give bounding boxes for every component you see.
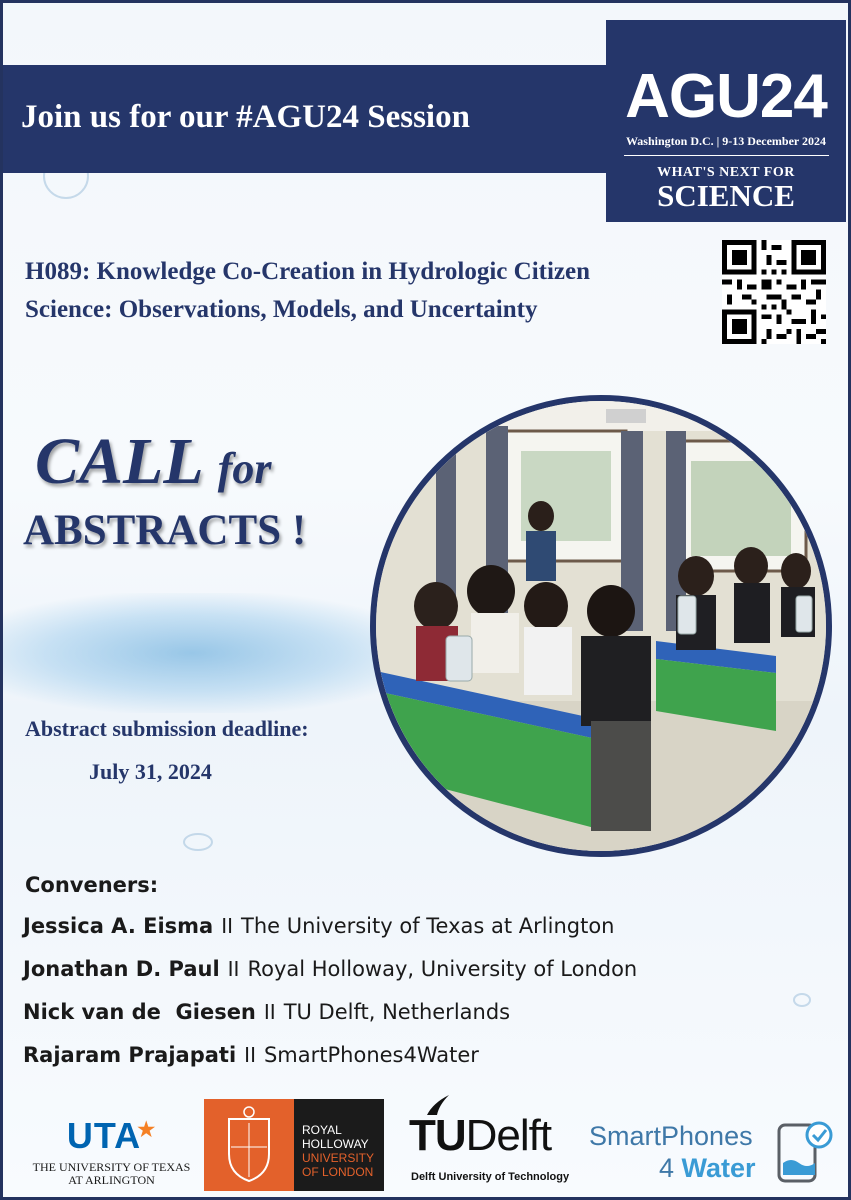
smartphones4water-logo [589,1117,839,1187]
water-bubble [183,833,213,851]
classroom-photo [370,395,832,857]
classroom-photo-illustration [376,401,826,851]
royal-holloway-crest-icon [204,1099,294,1191]
agu24-tagline: WHAT'S NEXT FOR [657,165,795,180]
sp4w-water: Water [681,1153,756,1183]
session-title-line2: Science: Observations, Models, and Uncertainty [25,296,538,323]
session-title-line1: H089: Knowledge Co-Creation in Hydrologic Citizen [25,258,591,285]
rh-line4: OF LONDON [302,1165,374,1179]
session-banner [3,65,609,173]
agu24-dates: Washington D.C. | 9-13 December 2024 [625,134,827,148]
call-word: CALL [35,425,202,498]
water-bubble [793,993,811,1007]
convener-affiliation: SmartPhones4Water [263,1043,479,1067]
convener-affiliation: Royal Holloway, University of London [247,957,638,981]
call-for-abstracts [23,425,307,556]
banner-text: Join us for our #AGU24 Session [21,99,470,135]
conveners-heading: Conveners: [25,873,159,897]
convener-affiliation: TU Delft, Netherlands [283,1000,511,1024]
tudelft-tu: TU [409,1111,466,1160]
convener-row [23,999,510,1025]
uta-logo-line2: AT ARLINGTON [68,1173,155,1187]
convener-name: Nick van de Giesen [23,1000,256,1024]
convener-name: Jonathan D. Paul [23,957,220,981]
water-splash [3,593,423,713]
rh-line1: ROYAL [302,1123,342,1137]
convener-row [23,913,614,939]
qr-code-icon [722,240,826,344]
royal-holloway-logo [204,1099,384,1191]
tudelft-delft: Delft [465,1111,552,1160]
uta-logo [29,1115,194,1187]
convener-name: Jessica A. Eisma [23,914,214,938]
call-abstracts-word: ABSTRACTS ! [23,507,307,554]
convener-separator: II [244,1043,256,1067]
convener-row [23,1042,479,1068]
uta-logo-mark: UTA [66,1115,142,1156]
sp4w-line1: SmartPhones [589,1121,753,1151]
agu24-divider [624,155,829,156]
agu24-tagline-science: SCIENCE [657,178,795,213]
convener-separator: II [221,914,234,938]
call-for-word: for [217,444,272,493]
convener-affiliation: The University of Texas at Arlington [241,914,615,938]
sp4w-four: 4 [659,1153,682,1183]
rh-line3: UNIVERSITY [302,1151,375,1165]
deadline-date: July 31, 2024 [89,759,212,784]
phone-check-icon [775,1119,835,1183]
rh-line2: HOLLOWAY [302,1137,369,1151]
convener-separator: II [227,957,240,981]
qr-code[interactable] [722,240,826,344]
deadline-label: Abstract submission deadline: [25,716,309,741]
convener-name: Rajaram Prajapati [23,1043,237,1067]
uta-logo-line1: THE UNIVERSITY OF TEXAS [32,1160,191,1174]
convener-separator: II [263,1000,276,1024]
tudelft-logo [409,1093,589,1193]
tudelft-subtitle: Delft University of Technology [411,1171,570,1183]
agu24-logo-box [606,20,846,222]
agu24-logo: AGU24 [625,62,827,131]
convener-row [23,956,637,982]
uta-star-icon: ★ [137,1119,157,1141]
session-title [25,253,715,329]
